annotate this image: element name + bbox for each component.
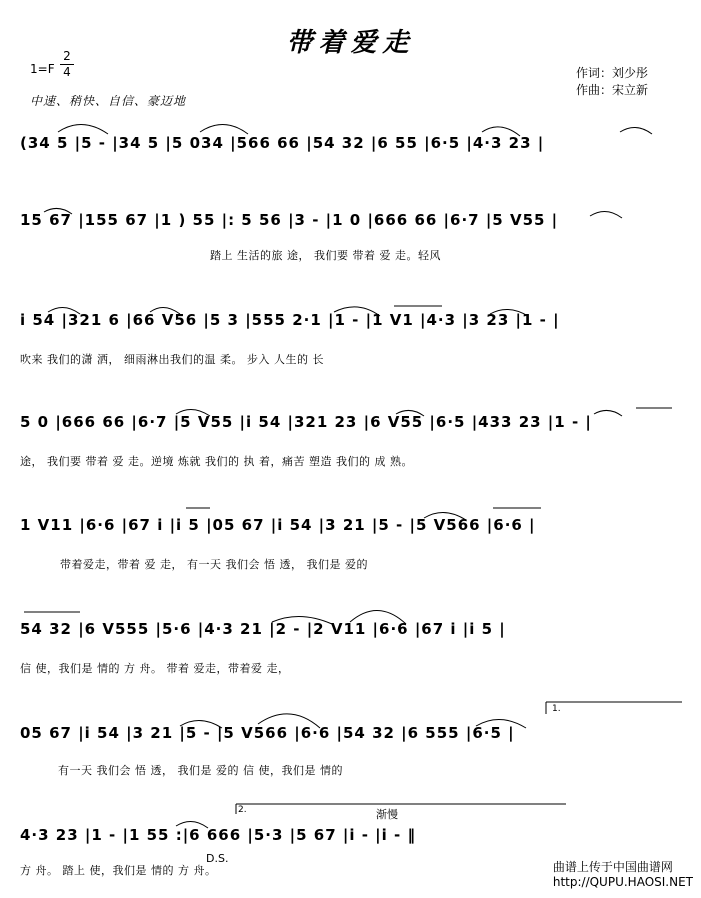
notation-line: 5 0 |666 66 |6·7 |5 V55 |i 54 |321 23 |6 V55 |6·5 |433 23 |1 - |	[20, 413, 592, 431]
time-signature-top: 2	[63, 49, 71, 63]
lyric-line: 方 舟。 踏上 使，我们是 情的 方 舟。	[20, 864, 217, 877]
lyric-line: 带着爱走，带着 爱 走， 有一天 我们会 悟 透， 我们是 爱的	[60, 558, 368, 571]
lyric-line: 吹来 我们的潇 洒， 细雨淋出我们的温 柔。 步入 人生的 长	[20, 353, 324, 366]
footer-line-2: http://QUPU.HAOSI.NET	[552, 875, 693, 889]
time-signature	[60, 50, 74, 79]
lyric-line: 踏上 生活的旅 途， 我们要 带着 爱 走。轻风	[210, 249, 441, 262]
composer-credit: 作曲：宋立新	[576, 83, 649, 97]
song-title: 带着爱走	[286, 28, 415, 58]
notation-line: 05 67 |i 54 |3 21 |5 - |5 V566 |6·6 |54 32 |6 555 |6·5 |	[20, 724, 515, 742]
notation-line: 1 V11 |6·6 |67 i |i 5 |05 67 |i 54 |3 21 |5 - |5 V566 |6·6 |	[20, 516, 536, 534]
volta-2-label: 2.	[238, 805, 247, 815]
lyricist-credit: 作词：刘少彤	[576, 66, 649, 80]
lyric-line: 途， 我们要 带着 爱 走。逆境 炼就 我们的 执 着，痛苦 塑造 我们的 成 熟。	[20, 455, 413, 468]
tempo-marking: 中速、稍快、自信、豪迈地	[30, 94, 187, 108]
notation-line: (34 5 |5 - |34 5 |5 034 |566 66 |54 32 |6 55 |6·5 |4·3 23 |	[20, 134, 545, 152]
lyric-line: 信 使，我们是 情的 方 舟。 带着 爱走，带着爱 走，	[20, 662, 290, 675]
site-footer	[553, 860, 693, 890]
lyric-line: 有一天 我们会 悟 透， 我们是 爱的 信 使，我们是 情的	[58, 764, 343, 777]
key-signature: 1=F	[30, 62, 55, 76]
time-signature-bottom: 4	[63, 65, 71, 79]
notation-line: 4·3 23 |1 - |1 55 :|6 666 |5·3 |5 67 |i - |i - ‖	[20, 826, 416, 844]
footer-line-1: 曲谱上传于中国曲谱网	[552, 860, 673, 874]
notation-line: i 54 |321 6 |66 V56 |5 3 |555 2·1 |1 - |1 V1 |4·3 |3 23 |1 - |	[20, 311, 560, 329]
notation-line: 15 67 |155 67 |1 ) 55 |: 5 56 |3 - |1 0 |666 66 |6·7 |5 V55 |	[20, 211, 559, 229]
ritardando-marking: 渐慢	[376, 808, 398, 821]
notation-line: 54 32 |6 V555 |5·6 |4·3 21 |2 - |2 V11 |6·6 |67 i |i 5 |	[20, 620, 506, 638]
volta-1-label: 1.	[552, 704, 561, 714]
ds-marking: D.S.	[206, 852, 229, 865]
